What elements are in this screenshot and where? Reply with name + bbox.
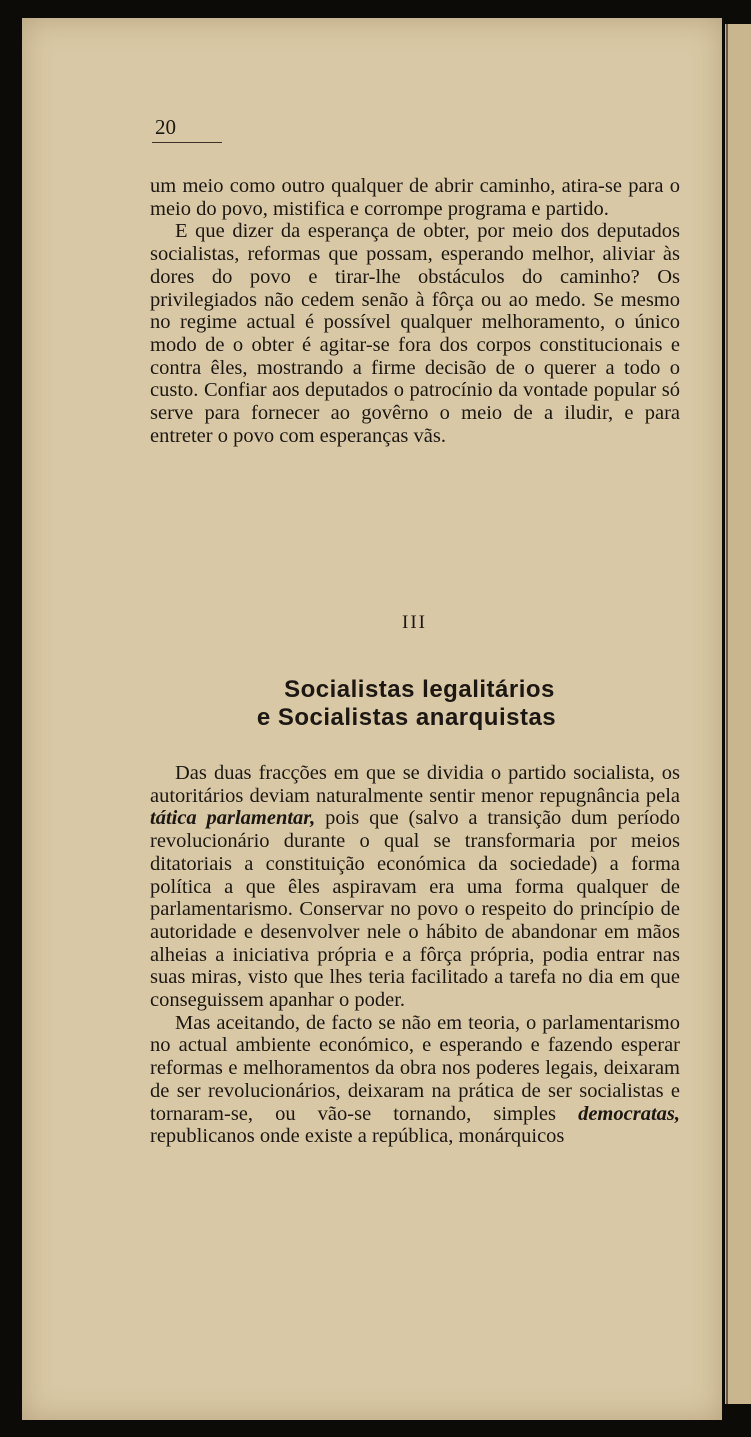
paragraph-text: republicanos onde existe a república, monárquicos	[150, 1125, 565, 1148]
emphasis-text: democratas,	[578, 1102, 680, 1125]
section-title-line-2: e Socialistas anarquistas	[256, 704, 557, 731]
emphasis-text: tática parlamentar,	[150, 807, 316, 830]
page-number-underline	[152, 142, 222, 143]
paragraph-two-fractions	[150, 762, 680, 1012]
body-text-top	[150, 175, 680, 447]
section-title-line-1: Socialistas legalitários	[284, 676, 555, 703]
paragraph-text: Das duas fracções em que se dividia o partido socialista, os autoritários deviam naturalmente sentir menor repugnância pela	[150, 762, 680, 807]
paragraph-continuation: um meio como outro qualquer de abrir caminho, atira-se para o meio do povo, mistifica e corrompe programa e partido.	[150, 175, 680, 220]
paragraph-text: pois que (salvo a transição dum período revolucionário durante o qual se transformaria por meios ditatoriais a constituição económica da sociedade) a forma política a que êles aspiravam era uma forma qualquer de parlamentarismo. Conservar no povo o respeito do princípio de autoridade e desenvolver nele o hábito de abandonar em mãos alheias a iniciativa própria e a fôrça própria, podia entrar nas suas miras, visto que lhes teria facilitado a tarefa no dia em que conseguissem apanhar o poder.	[150, 807, 680, 1012]
section-numeral: III	[402, 612, 427, 633]
body-text-bottom	[150, 762, 680, 1148]
paragraph-text: Mas aceitando, de facto se não em teoria, o parlamentarismo no actual ambiente económico, e esperando e fazendo esperar reformas e melhoramentos da obra nos poderes legais, deixaram de ser revolucionários, deixaram na prática de ser socialistas e tornaram-se, ou vão-se tornando, simples	[150, 1011, 680, 1125]
page-number: 20	[155, 115, 176, 139]
paragraph-parliamentarism	[150, 1012, 680, 1148]
paragraph-deputies: E que dizer da esperança de obter, por meio dos deputados socialistas, reformas que possam, esperando melhor, aliviar às dores do povo e tirar-lhe obstáculos do caminho? Os privilegiados não cedem senão à fôrça ou ao medo. Se mesmo no regime actual é possível qualquer melhoramento, o único modo de o obter é agitar-se fora dos corpos constitucionais e contra êles, mostrando a firme decisão de o querer a todo o custo. Confiar aos deputados o patrocínio da vontade popular só serve para fornecer ao govêrno o meio de a iludir, e para entreter o povo com esperanças vãs.	[150, 220, 680, 447]
